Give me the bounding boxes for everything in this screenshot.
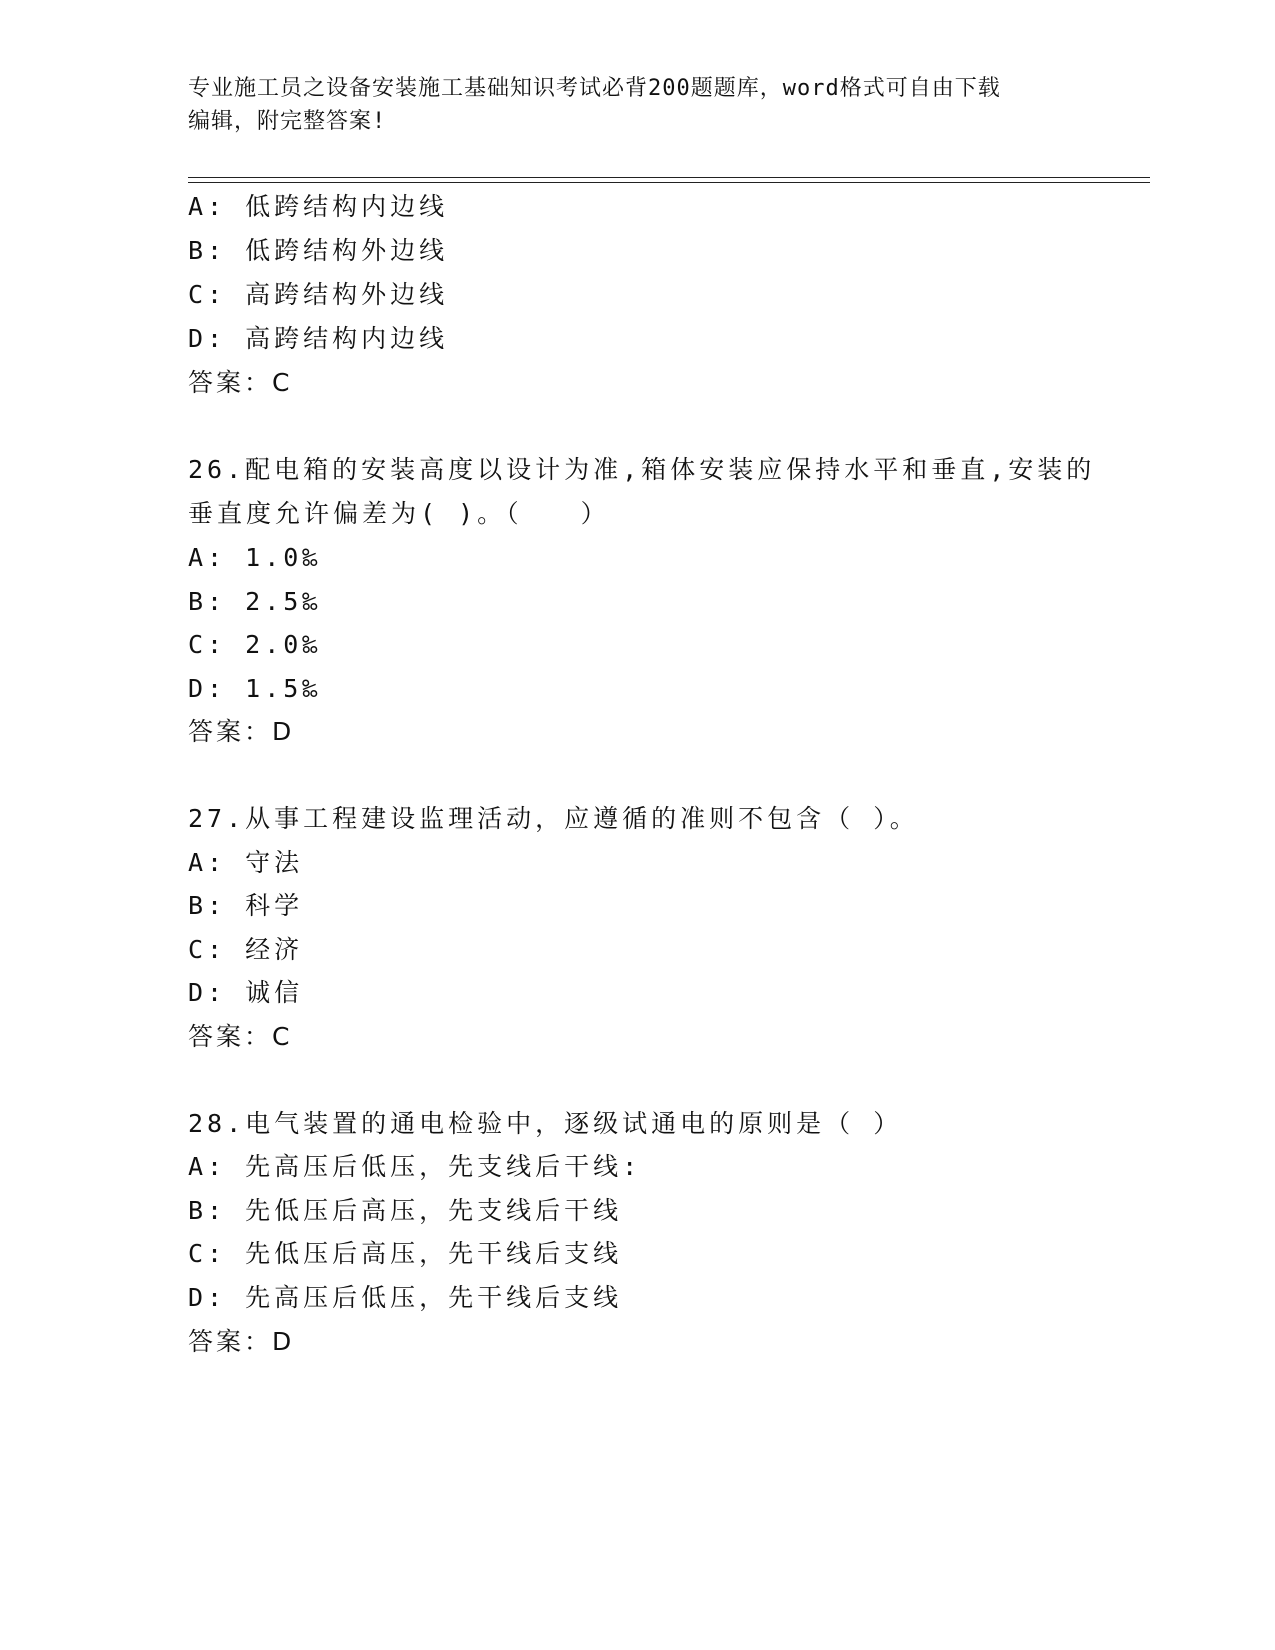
option-b: B: 低跨结构外边线 <box>188 236 449 265</box>
header-line-1: 专业施工员之设备安装施工基础知识考试必背200题题库，word格式可自由下载 <box>188 76 1001 101</box>
option-a: A: 守法 <box>188 848 304 877</box>
question-stem-cont: 垂直度允许偏差为( )。（ ） <box>188 499 610 528</box>
option-a: A: 1.0‰ <box>188 543 322 572</box>
option-b: B: 科学 <box>188 891 304 920</box>
option-d: D: 1.5‰ <box>188 674 322 703</box>
answer: 答案：D <box>188 1327 295 1356</box>
answer: 答案：C <box>188 1022 293 1051</box>
option-c: C: 经济 <box>188 935 304 964</box>
header-rule-bottom <box>188 182 1150 183</box>
option-d: D: 诚信 <box>188 978 304 1007</box>
option-c: C: 高跨结构外边线 <box>188 280 449 309</box>
option-b: B: 2.5‰ <box>188 587 322 616</box>
option-a: A: 低跨结构内边线 <box>188 192 449 221</box>
question-stem: 26.配电箱的安装高度以设计为准,箱体安装应保持水平和垂直,安装的 <box>188 455 1096 484</box>
answer: 答案：C <box>188 368 293 397</box>
option-c: C: 先低压后高压，先干线后支线 <box>188 1239 623 1268</box>
header-rule-top <box>188 177 1150 178</box>
option-d: D: 先高压后低压，先干线后支线 <box>188 1283 623 1312</box>
answer: 答案：D <box>188 717 295 746</box>
option-a: A: 先高压后低压，先支线后干线: <box>188 1152 642 1181</box>
option-c: C: 2.0‰ <box>188 630 322 659</box>
question-stem: 28.电气装置的通电检验中，逐级试通电的原则是（ ） <box>188 1109 903 1138</box>
question-stem: 27.从事工程建设监理活动，应遵循的准则不包含（ ）。 <box>188 804 919 833</box>
header-line-2: 编辑，附完整答案! <box>188 109 387 134</box>
page-header <box>188 72 1088 138</box>
option-b: B: 先低压后高压，先支线后干线 <box>188 1196 623 1225</box>
option-d: D: 高跨结构内边线 <box>188 324 449 353</box>
